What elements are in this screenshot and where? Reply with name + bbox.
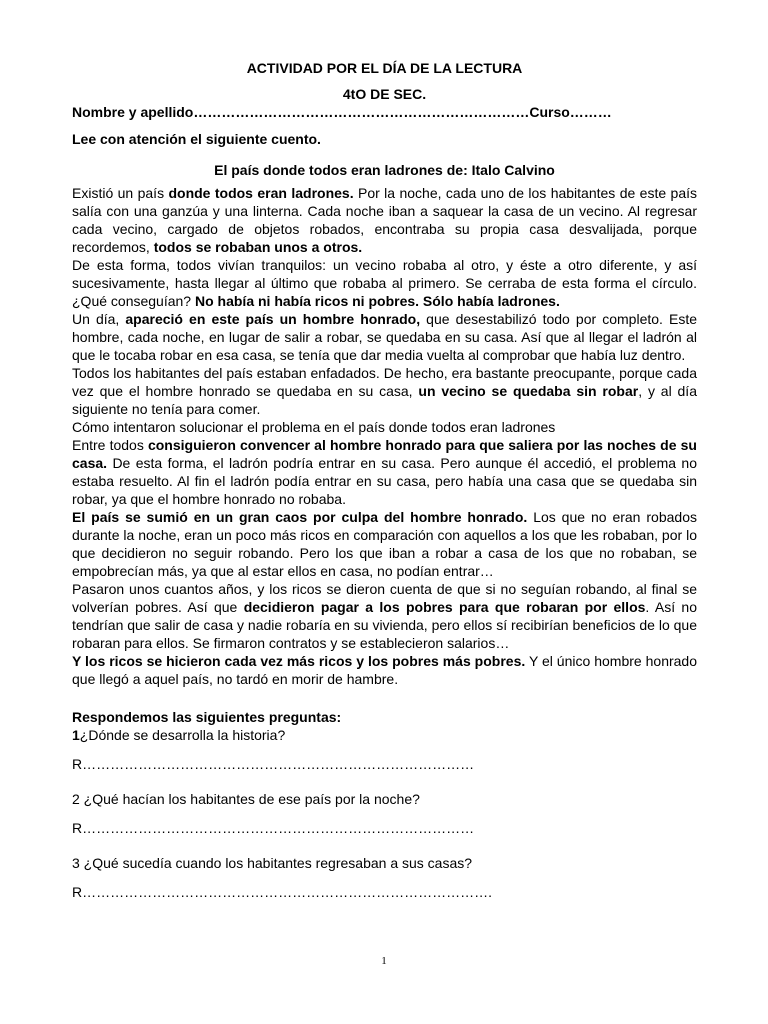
story-paragraph: Pasaron unos cuantos años, y los ricos se dieron cuenta de que si no seguían robando, al final se volverían pobres. Así que decidieron pagar a los pobres para que robaran por ellos. Así no tendrían que salir de casa y nadie robaría en su vivienda, pero ellos sí recibirían beneficios de lo que robaran para ellos. Se firmaron contratos y se establecieron salarios… bbox=[72, 581, 698, 651]
question-1: 1¿Dónde se desarrolla la historia? bbox=[72, 727, 286, 743]
questions-heading: Respondemos las siguientes preguntas: bbox=[72, 709, 342, 725]
story-paragraph: Entre todos consiguieron convencer al hombre honrado para que saliera por las noches de su casa. De esta forma, el ladrón podría entrar en su casa. Pero aunque él accedió, el problema no estaba resuelto. Al fin el ladrón podía entrar en su casa, pero había una casa que se quedaba sin robar, ya que el hombre honrado no robaba. bbox=[72, 437, 697, 507]
story-title: El país donde todos eran ladrones de: Italo Calvino bbox=[214, 162, 555, 178]
document-page bbox=[72, 60, 697, 918]
story-paragraph: De esta forma, todos vivían tranquilos: un vecino robaba al otro, y éste a otro diferente, y así sucesivamente, hasta llegar al último que robaba al primero. Se cerraba de esta forma el círculo. ¿Qué conseguían? No había ni había ricos ni pobres. Sólo había ladrones. bbox=[72, 257, 697, 309]
story-paragraph: Y los ricos se hicieron cada vez más ricos y los pobres más pobres. Y el único hombre honrado que llegó a aquel país, no tardó en morir de hambre. bbox=[72, 653, 698, 687]
story-paragraph: Existió un país donde todos eran ladrones. Por la noche, cada uno de los habitantes de este país salía con una ganzúa y una linterna. Cada noche iban a saquear la casa de un vecino. Al regresar cada vecino, cargado de objetos robados, encontraba su propia casa desvalijada, porque recordemos, todos se robaban unos a otros. bbox=[72, 185, 697, 255]
story-paragraph: Un día, apareció en este país un hombre honrado, que desestabilizó todo por completo. Este hombre, cada noche, en lugar de salir a robar, se quedaba en su casa. Así que al llegar el ladrón al que le tocaba robar en esa casa, se tenía que dar media vuelta al comprobar que había luz dentro. bbox=[72, 311, 697, 363]
name-line: Nombre y apellido………………………………………………………………Curso……… bbox=[72, 104, 612, 120]
course-label: 4tO DE SEC. bbox=[342, 86, 427, 102]
instruction: Lee con atención el siguiente cuento. bbox=[72, 131, 321, 147]
story-paragraph: El país se sumió en un gran caos por culpa del hombre honrado. Los que no eran robados durante la noche, eran un poco más ricos en comparación con aquellos a los que les robaban, por lo que decidieron no seguir robando. Pero los que iban a robar a casa de los que no robaban, se empobrecían más, ya que al estar ellos en casa, no podían entrar… bbox=[72, 509, 697, 579]
story-body bbox=[72, 184, 697, 688]
answer-line-1: R………………………………………………………………………… bbox=[72, 756, 475, 772]
document-title: ACTIVIDAD POR EL DÍA DE LA LECTURA bbox=[246, 60, 523, 76]
answer-line-2: R………………………………………………………………………… bbox=[72, 820, 475, 836]
page-number: 1 bbox=[381, 955, 387, 967]
question-3: 3 ¿Qué sucedía cuando los habitantes regresaban a sus casas? bbox=[72, 855, 473, 871]
question-2: 2 ¿Qué hacían los habitantes de ese país por la noche? bbox=[72, 791, 420, 807]
answer-line-3: R……………………………………………………………………………. bbox=[72, 884, 492, 900]
story-paragraph: Todos los habitantes del país estaban enfadados. De hecho, era bastante preocupante, porque cada vez que el hombre honrado se quedaba en su casa, un vecino se quedaba sin robar, y al día siguiente no tenía para comer. bbox=[72, 365, 697, 417]
story-subheading: Cómo intentaron solucionar el problema en el país donde todos eran ladrones bbox=[72, 419, 556, 435]
